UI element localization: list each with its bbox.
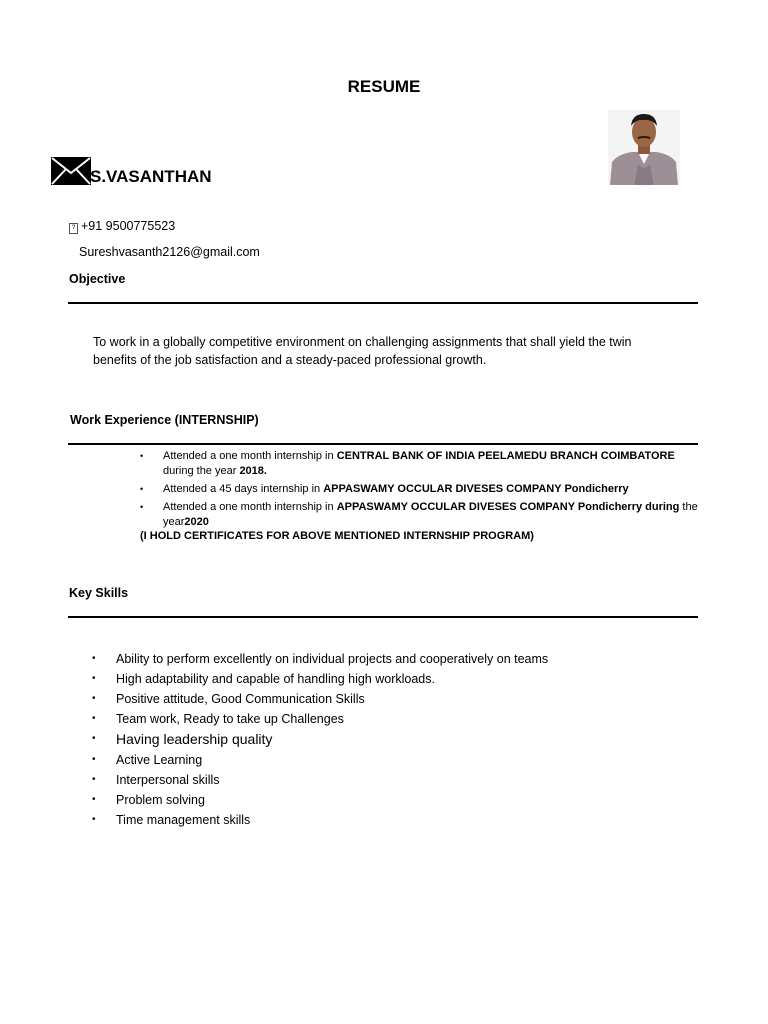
list-item: • High adaptability and capable of handling high workloads. [90,671,548,691]
list-item: • Problem solving [90,792,548,812]
profile-photo [608,110,680,185]
list-item: • Time management skills [90,812,548,832]
list-item: • Team work, Ready to take up Challenges [90,711,548,731]
list-item: • Attended a 45 days internship in APPASWAMY OCCULAR DIVESES COMPANY Pondicherry [140,482,700,497]
list-item: • Positive attitude, Good Communication Skills [90,691,548,711]
objective-text: To work in a globally competitive environment on challenging assignments that shall yield the twin benefits of the job satisfaction and a steady-paced professional growth. [93,335,632,367]
certificate-note: (I HOLD CERTIFICATES FOR ABOVE MENTIONED INTERNSHIP PROGRAM) [140,530,534,542]
skills-heading: Key Skills [69,586,129,600]
phone-text: +91 9500775523 [81,219,176,233]
list-item: • Having leadership quality [90,731,548,752]
list-item: • Attended a one month internship in APPASWAMY OCCULAR DIVESES COMPANY Pondicherry during the year2020 [140,500,700,530]
email-address[interactable]: Sureshvasanth2126@gmail.com [79,245,260,259]
skills-list [90,651,548,832]
candidate-name: S.VASANTHAN [90,167,212,186]
experience-heading: Work Experience (INTERNSHIP) [70,413,259,427]
objective-divider [68,302,698,304]
list-item: • Attended a one month internship in CENTRAL BANK OF INDIA PEELAMEDU BRANCH COIMBATORE during the year 2018. [140,449,700,479]
phone-icon: ? [69,223,78,234]
phone-number [69,219,175,234]
list-item: • Ability to perform excellently on individual projects and cooperatively on teams [90,651,548,671]
envelope-icon [51,157,91,185]
internship-list [140,449,700,533]
skills-divider [68,616,698,618]
resume-title: RESUME [347,77,421,96]
list-item: • Interpersonal skills [90,772,548,792]
objective-heading: Objective [69,272,126,286]
list-item: • Active Learning [90,752,548,772]
experience-divider [68,443,698,445]
